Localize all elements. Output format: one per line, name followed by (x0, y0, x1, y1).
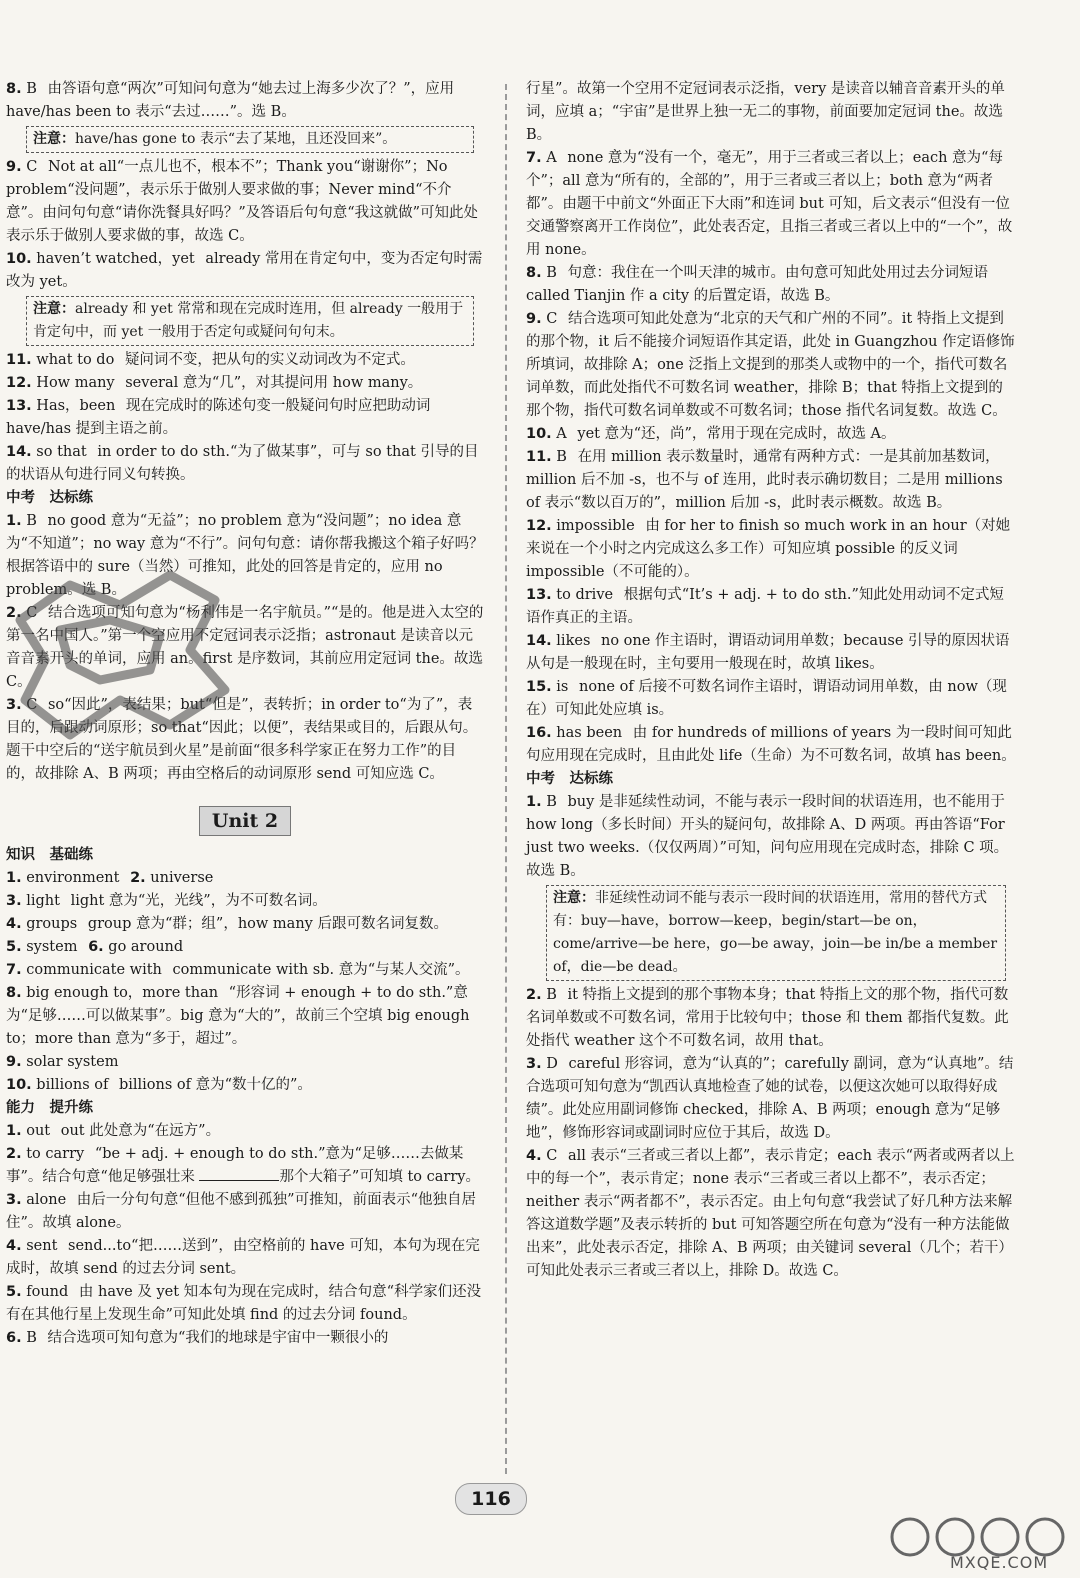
answer-item (526, 1053, 1016, 1145)
right-column (526, 78, 1016, 1283)
left-block-1 (6, 78, 484, 124)
answer-item (526, 262, 1016, 308)
item-answer: B (26, 1330, 37, 1346)
note-text: 非延续性动词不能与表示一段时间的状语连用，常用的替代方式有：buy—have，borrow—keep，begin/start—be on，come/arrive—be here，go—be away，join—be in/be a member of，die—be dead。 (553, 890, 998, 975)
item-answer: environment (26, 870, 120, 886)
answer-item (6, 1327, 484, 1350)
note-text: have/has gone to 表示“去了某地，且还没回来”。 (75, 131, 397, 147)
fill-blank-line (199, 1180, 279, 1181)
item-answer: billions of (36, 1077, 109, 1093)
answer-item (526, 147, 1016, 262)
item-explanation: no good 意为“无益”；no problem 意为“没问题”；no idea 意为“不知道”；no way 意为“不行”。问句句意：请你帮我搬这个箱子好吗？根据答语中的 sure（当然）可推知，此处的回答是肯定的，应用 no problem。选 B。 (6, 513, 484, 598)
answer-item (526, 446, 1016, 515)
item-explanation: careful 形容词，意为“认真的”；carefully 副词，意为“认真地”。结合选项可知句意为“凯西认真地检查了她的试卷，以便这次她可以取得好成绩”。此处应用副词修饰 checked，排除 A、B 两项；enough 意为“足够地”，修饰形容词或副词时应位于其后，故选 D。 (526, 1056, 1014, 1141)
answer-item (6, 1189, 484, 1235)
item-answer: A (556, 426, 567, 442)
item-number: 1. (6, 513, 22, 529)
item-number: 1. (526, 794, 542, 810)
item-explanation: none of 后接不可数名词作主语时，谓语动词用单数，由 now（现在）可知此处应填 is。 (526, 679, 1007, 718)
answer-item (6, 349, 484, 372)
item-explanation: 结合选项可知句意为“杨利伟是一名宇航员。”“是的。他是进入太空的第一名中国人。”第一个空应用不定冠词表示泛指；astronaut 是读音以元音音素开头的单词，应用 an。first 是序数词，其前应用定冠词 the。故选 C。 (6, 605, 484, 690)
right-block-2 (526, 791, 1016, 883)
item-number: 7. (6, 962, 22, 978)
answer-item (6, 1051, 484, 1074)
answer-item (6, 1143, 484, 1189)
item-explanation: 由 for her to finish so much work in an hour（对她来说在一个小时之内完成这么多工作）可知应填 possible 的反义词 impossible（不可能的）。 (526, 518, 1011, 580)
item-number: 4. (6, 916, 22, 932)
item-answer: to carry (26, 1146, 85, 1162)
note-box-2 (26, 296, 474, 346)
note-label: 注意： (553, 890, 595, 906)
item-number: 2. (6, 605, 22, 621)
item-answer: C (26, 605, 38, 621)
item-explanation: send...to“把……送到”，由空格前的 have 可知，本句为现在完成时，故填 send 的过去分词 sent。 (6, 1238, 480, 1277)
section-heading-zhongkao: 中考 达标练 (6, 490, 93, 506)
answer-item (6, 982, 484, 1051)
item-answer: to drive (556, 587, 614, 603)
item-number: 4. (6, 1238, 22, 1254)
item-answer: solar system (26, 1054, 119, 1070)
note-box-3 (546, 885, 1006, 981)
item-explanation: 现在完成时的陈述句变一般疑问句时应把助动词 have/has 提到主语之前。 (6, 398, 431, 437)
answer-item (526, 584, 1016, 630)
item-answer: sent (26, 1238, 58, 1254)
item-number: 14. (6, 444, 32, 460)
item-number: 11. (6, 352, 32, 368)
item-explanation: all 表示“三者或三者以上都”，表示肯定；each 表示“两者或两者以上中的每一个”，表示肯定；none 表示“三者或三者以上都不”，表示否定；neither 表示“两者都不”，表示否定。由上句句意“我尝试了好几种方法来解答这道数学题”及表示转折的 but 可知答题空所在句意为“没有一种方法能做出来”，此处表示否定，排除 A、B 两项；由关键词 several（几个；若干）可知此处表示三者或三者以上，排除 D。故选 C。 (526, 1148, 1015, 1279)
answer-item (526, 515, 1016, 584)
item-answer: likes (556, 633, 591, 649)
item-number: 16. (526, 725, 552, 741)
item-answer: universe (150, 870, 214, 886)
item-number: 8. (6, 81, 22, 97)
column-divider (505, 84, 507, 1474)
item-answer: B (26, 513, 37, 529)
item-number: 11. (526, 449, 552, 465)
item-explanation: 根据句式“It’s + adj. + to do sth.”知此处用动词不定式短语作真正的主语。 (526, 587, 1004, 626)
item-number: 7. (526, 150, 542, 166)
section-heading-zhongkao-2: 中考 达标练 (526, 771, 613, 787)
item-number: 12. (526, 518, 552, 534)
item-number: 12. (6, 375, 32, 391)
item-answer: Has，been (36, 398, 116, 414)
item-number: 5. (6, 1284, 22, 1300)
item-answer: C (26, 697, 38, 713)
answer-item (526, 630, 1016, 676)
item-answer: C (546, 1148, 558, 1164)
answer-item (526, 722, 1016, 768)
item-number: 3. (526, 1056, 542, 1072)
item-answer: B (546, 794, 557, 810)
answer-item (6, 936, 484, 959)
item-number: 9. (6, 159, 22, 175)
item-answer: How many (36, 375, 115, 391)
item-answer: what to do (36, 352, 115, 368)
answer-item (6, 248, 484, 294)
item-answer: D (546, 1056, 558, 1072)
item-answer: alone (26, 1192, 67, 1208)
item-explanation: light 意为“光，光线”，为不可数名词。 (70, 893, 327, 909)
item-number: 5. (6, 939, 22, 955)
answer-item (526, 676, 1016, 722)
item-answer: light (26, 893, 60, 909)
item-explanation-cont: 那个大箱子”可知填 to carry。 (279, 1169, 480, 1185)
item-explanation: several 意为“几”，对其提问用 how many。 (125, 375, 423, 391)
item-explanation: “be + adj. + enough to do sth.”意为“足够……去做某事”。结合句意“他足够强壮来 (6, 1146, 464, 1185)
item-explanation: 由 have 及 yet 知本句为现在完成时，结合句意“科学家们还没有在其他行星上发现生命”可知此处填 find 的过去分词 found。 (6, 1284, 482, 1323)
section-heading-basic: 知识 基础练 (6, 847, 93, 863)
item-explanation: it 特指上文提到的那个事物本身；that 特指上文的那个物，指代可数名词单数或不可数名词，常用于比较句中；those 和 them 都指代复数。此处指代 weather 这个不可数名词，故用 that。 (526, 987, 1009, 1049)
answer-item (6, 867, 484, 890)
answer-item (526, 984, 1016, 1053)
item-explanation: 在用 million 表示数量时，通常有两种方式：一是其前加基数词，million 后不加 -s，也不与 of 连用，此时表示确切数目；二是用 millions of 表示“数以百万的”，million 后加 -s，此时表示概数。故选 B。 (526, 449, 1003, 511)
answer-item (6, 890, 484, 913)
answer-item (6, 1281, 484, 1327)
note-label: 注意： (33, 301, 75, 317)
item-number: 9. (526, 311, 542, 327)
section-heading-ability: 能力 提升练 (6, 1100, 93, 1116)
stamp-overlay-icon (0, 560, 240, 750)
item-answer: has been (556, 725, 623, 741)
item-number: 6. (6, 1330, 22, 1346)
item-explanation: 由 for hundreds of millions of years 为一段时间可知此句应用现在完成时，且由此处 life（生命）为不可数名词，故填 has been。 (526, 725, 1016, 764)
item-explanation: buy 是非延续性动词，不能与表示一段时间的状语连用，也不能用于 how long（多长时间）开头的疑问句，故排除 A、D 两项。再由答语“For just two weeks.（仅仅两周）”可知，问句应用现在完成时态，排除 C 项。故选 B。 (526, 794, 1009, 879)
left-block-2 (6, 156, 484, 294)
item-answer: haven’t watched，yet (36, 251, 195, 267)
page-number: 116 (455, 1483, 527, 1515)
item-answer: impossible (556, 518, 635, 534)
answer-item (6, 959, 484, 982)
item-number: 9. (6, 1054, 22, 1070)
item-answer: B (556, 449, 567, 465)
item-answer: so that (36, 444, 87, 460)
item-explanation: 由答语句意“两次”可知问句意为“她去过上海多少次了？”，应用 have/has been to 表示“去过……”。选 B。 (6, 81, 455, 120)
item-explanation: communicate with sb. 意为“与某人交流”。 (172, 962, 470, 978)
item-answer: found (26, 1284, 69, 1300)
item-explanation: “形容词 + enough + to do sth.”意为“足够……可以做某事”。big 意为“大的”，故前三个空填 big enough to；more than 意为“多于，超过”。 (6, 985, 470, 1047)
answer-item (6, 913, 484, 936)
answer-item (526, 78, 1016, 147)
left-block-6 (6, 1120, 484, 1350)
answer-item (6, 395, 484, 441)
item-answer: C (546, 311, 558, 327)
item-explanation: 由后一分句句意“但他不感到孤独”可推知，前面表示“他独自居住”。故填 alone。 (6, 1192, 477, 1231)
right-block-1 (526, 78, 1016, 768)
item-explanation: yet 意为“还，尚”，常用于现在完成时，故选 A。 (577, 426, 896, 442)
item-number: 4. (526, 1148, 542, 1164)
item-number: 3. (6, 697, 22, 713)
item-explanation: 行星”。故第一个空用不定冠词表示泛指，very 是读音以辅音音素开头的单词，应填 a；“宇宙”是世界上独一无二的事物，前面要加定冠词 the。故选 B。 (526, 81, 1005, 143)
answer-item (6, 78, 484, 124)
item-number: 14. (526, 633, 552, 649)
answer-item (6, 156, 484, 248)
note-text: already 和 yet 常常和现在完成时连用，但 already 一般用于肯定句中，而 yet 一般用于否定句或疑问句句末。 (33, 301, 464, 340)
item-number: 10. (6, 1077, 32, 1093)
item-answer: go around (108, 939, 184, 955)
item-number: 10. (526, 426, 552, 442)
item-explanation: 疑问词不变，把从句的实义动词改为不定式。 (124, 352, 415, 368)
note-label: 注意： (33, 131, 75, 147)
item-number: 13. (6, 398, 32, 414)
item-answer: is (556, 679, 569, 695)
item-answer: groups (26, 916, 78, 932)
answer-item (526, 308, 1016, 423)
item-answer: B (546, 265, 557, 281)
item-answer: out (26, 1123, 51, 1139)
note-box-1 (26, 126, 474, 153)
item-explanation: billions of 意为“数十亿的”。 (118, 1077, 312, 1093)
item-explanation: so“因此”，表结果；but“但是”，表转折；in order to“为了”，表目的，后跟动词原形；so that“因此；以便”，表结果或目的，后跟从句。题干中空后的“送宇航员到火星”是前面“很多科学家正在努力工作”的目的，故排除 A、B 两项；再由空格后的动词原形 send 可知应选 C。 (6, 697, 478, 782)
answer-item (526, 791, 1016, 883)
answer-item (6, 1074, 484, 1097)
answer-item (526, 1145, 1016, 1283)
item-answer: B (26, 81, 37, 97)
unit-title: Unit 2 (199, 806, 291, 836)
answer-item (6, 441, 484, 487)
item-number: 1. (6, 870, 22, 886)
left-block-3 (6, 349, 484, 487)
item-number: 2. (6, 1146, 22, 1162)
watermark-text: MXQE.COM (950, 1553, 1049, 1572)
item-explanation: in order to do sth.“为了做某事”，可与 so that 引导的目的状语从句进行同义句转换。 (6, 444, 479, 483)
item-explanation: none 意为“没有一个，毫无”，用于三者或三者以上；each 意为“每个”；all 意为“所有的，全部的”，用于三者或三者以上；both 意为“两者都”。由题干中前文“外面正下大雨”和连词 but 可知，后文表示“但没有一位交通警察离开工作岗位”，此处表否定，且指三者或三者以上中的“一个”，故用 none。 (526, 150, 1013, 258)
item-explanation: already 常用在肯定句中，变为否定句时需改为 yet。 (6, 251, 483, 290)
item-number: 3. (6, 893, 22, 909)
item-answer: big enough to，more than (26, 985, 219, 1001)
item-number: 3. (6, 1192, 22, 1208)
item-number: 10. (6, 251, 32, 267)
answer-item (6, 1235, 484, 1281)
item-number: 15. (526, 679, 552, 695)
item-number: 8. (526, 265, 542, 281)
item-number: 13. (526, 587, 552, 603)
item-explanation: group 意为“群；组”，how many 后跟可数名词复数。 (87, 916, 448, 932)
item-explanation: no one 作主语时，谓语动词用单数；because 引导的原因状语从句是一般现在时，主句要用一般现在时，故填 likes。 (526, 633, 1010, 672)
item-number: 2. (130, 870, 146, 886)
item-explanation: 结合选项可知句意为“我们的地球是宇宙中一颗很小的 (47, 1330, 389, 1346)
item-number: 2. (526, 987, 542, 1003)
answer-item (6, 1120, 484, 1143)
item-answer: B (546, 987, 557, 1003)
answer-item (526, 423, 1016, 446)
item-answer: system (26, 939, 78, 955)
answer-item (6, 372, 484, 395)
item-number: 1. (6, 1123, 22, 1139)
item-number: 8. (6, 985, 22, 1001)
item-explanation: Not at all“一点儿也不，根本不”；Thank you“谢谢你”；No problem“没问题”，表示乐于做别人要求做的事；Never mind“不介意”。由问句句意“请你洗餐具好吗？”及答语后句句意“我这就做”可知此处表示乐于做别人要求做的事，故选 C。 (6, 159, 479, 244)
item-answer: C (26, 159, 38, 175)
item-answer: A (546, 150, 557, 166)
item-explanation: 结合选项可知此处意为“北京的天气和广州的不同”。it 特指上文提到的那个物，it 后不能接介词短语作其定语，此处 in Guangzhou 作定语修饰所填词，故排除 A；one 泛指上文提到的那类人或物中的一个，指代可数名词单数，而此处指代不可数名词 weather，排除 B；that 特指上文提到的那个物，指代可数名词单数或不可数名词；those 指代名词复数。故选 C。 (526, 311, 1015, 419)
right-block-3 (526, 984, 1016, 1283)
item-answer: communicate with (26, 962, 162, 978)
item-explanation: 句意：我住在一个叫天津的城市。由句意可知此处用过去分词短语 called Tianjin 作 a city 的后置定语，故选 B。 (526, 265, 988, 304)
item-explanation: out 此处意为“在远方”。 (60, 1123, 221, 1139)
item-number: 6. (88, 939, 104, 955)
left-block-5 (6, 867, 484, 1097)
